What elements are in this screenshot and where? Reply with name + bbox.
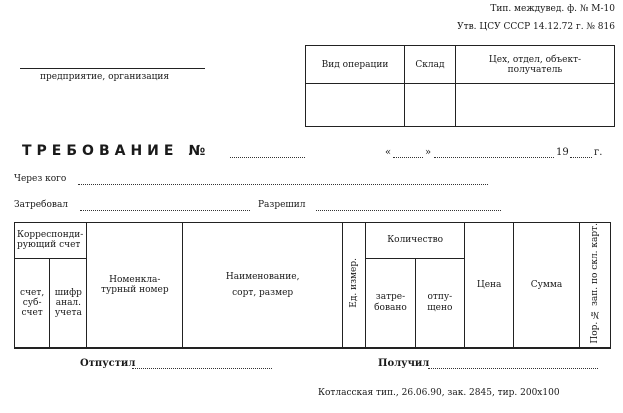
printer-imprint: Котласская тип., 26.06.90, зак. 2845, тир. 200х100 xyxy=(318,388,560,398)
document-title: ТРЕБОВАНИЕ № xyxy=(22,143,211,159)
materials-table xyxy=(14,222,611,349)
operation-type-header: Вид операции xyxy=(306,46,405,84)
form-type: Тип. междувед. ф. № М-10 xyxy=(490,4,615,14)
analytics-code-header: шифр анал. учета xyxy=(50,258,87,347)
approval-note: Утв. ЦСУ СССР 14.12.72 г. № 816 xyxy=(457,22,615,32)
sum-header: Сумма xyxy=(514,223,579,348)
date-year-suffix: г. xyxy=(594,147,603,158)
card-no-header-text: Пор. № зап. по скл. карт. xyxy=(589,223,600,344)
through-whom-line[interactable] xyxy=(78,184,488,185)
card-no-header xyxy=(579,223,610,348)
date-open-quote: « xyxy=(385,147,392,158)
card-no-cell[interactable] xyxy=(579,347,610,348)
date-year: 19 xyxy=(556,147,569,158)
name-header xyxy=(183,223,343,348)
org-line xyxy=(20,68,205,69)
warehouse-header: Склад xyxy=(405,46,456,84)
account-sub-header: счет, суб-счет xyxy=(15,258,50,347)
org-label: предприятие, организация xyxy=(40,72,170,82)
price-header: Цена xyxy=(464,223,513,348)
unit-cell[interactable] xyxy=(343,347,366,348)
name-header-line2: сорт, размер xyxy=(232,287,294,298)
recipient-header: Цех, отдел, объект-получатель xyxy=(456,46,615,84)
sum-cell[interactable] xyxy=(514,347,579,348)
permitted-label: Разрешил xyxy=(258,200,306,210)
requested-line[interactable] xyxy=(80,210,250,211)
nomenclature-cell[interactable] xyxy=(87,347,183,348)
operation-type-cell[interactable] xyxy=(306,84,405,127)
released-by-line[interactable] xyxy=(132,368,272,369)
date-year-line[interactable] xyxy=(570,157,592,158)
corr-account-header: Корреспонди-рующий счет xyxy=(15,223,87,259)
unit-header-text: Ед. измер. xyxy=(349,258,360,309)
quantity-header: Количество xyxy=(366,223,465,259)
price-cell[interactable] xyxy=(464,347,513,348)
operation-table xyxy=(305,45,615,127)
released-by-label: Отпустил xyxy=(80,358,136,369)
account-sub-cell[interactable] xyxy=(15,347,50,348)
released-qty-cell[interactable] xyxy=(415,347,464,348)
received-by-line[interactable] xyxy=(428,368,598,369)
received-by-label: Получил xyxy=(378,358,430,369)
requested-label: Затребовал xyxy=(14,200,69,210)
document-number-line[interactable] xyxy=(230,157,305,158)
analytics-code-cell[interactable] xyxy=(50,347,87,348)
requested-qty-cell[interactable] xyxy=(366,347,415,348)
recipient-cell[interactable] xyxy=(456,84,615,127)
date-day-line[interactable] xyxy=(393,157,423,158)
name-cell[interactable] xyxy=(183,347,343,348)
name-header-line1: Наименование, xyxy=(225,271,300,282)
permitted-line[interactable] xyxy=(316,210,501,211)
warehouse-cell[interactable] xyxy=(405,84,456,127)
through-whom-label: Через кого xyxy=(14,174,67,184)
released-qty-header: отпу-щено xyxy=(415,258,464,347)
date-close-quote: » xyxy=(425,147,432,158)
requested-qty-header: затре-бовано xyxy=(366,258,415,347)
unit-header xyxy=(343,223,366,348)
nomenclature-header: Номенкла-турный номер xyxy=(87,223,183,348)
date-month-line[interactable] xyxy=(434,157,554,158)
